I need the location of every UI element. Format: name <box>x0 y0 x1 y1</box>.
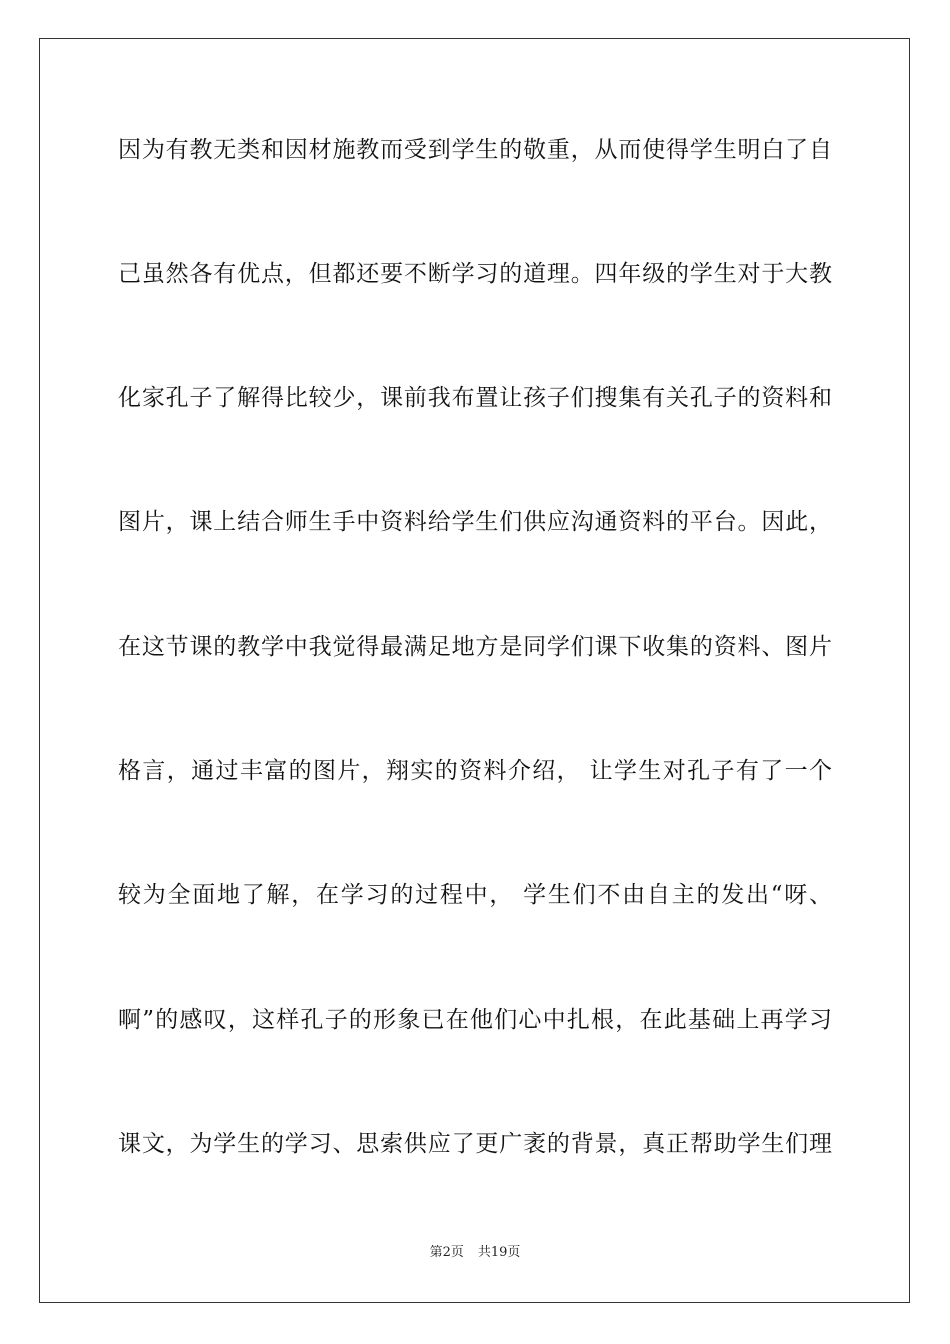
text-line-1: 因为有教无类和因材施教而受到学生的敬重，从而使得学生明白了自 <box>118 137 832 163</box>
text-line-7: 较为全面地了解，在学习的过程中， 学生们不由自主的发出“呀、 <box>118 882 832 908</box>
text-line-6: 格言，通过丰富的图片，翔实的资料介绍， 让学生对孔子有了一个 <box>118 758 832 784</box>
text-line-2: 己虽然各有优点，但都还要不断学习的道理。四年级的学生对于大教 <box>118 261 832 287</box>
text-line-4: 图片，课上结合师生手中资料给学生们供应沟通资料的平台。因此， <box>118 509 832 535</box>
text-line-8: 啊”的感叹，这样孔子的形象已在他们心中扎根，在此基础上再学习 <box>118 1007 832 1033</box>
text-line-5: 在这节课的教学中我觉得最满足地方是同学们课下收集的资料、图片 <box>118 634 832 660</box>
text-line-3: 化家孔子了解得比较少，课前我布置让孩子们搜集有关孔子的资料和 <box>118 385 832 411</box>
page-border <box>39 38 910 1303</box>
text-line-9: 课文，为学生的学习、思索供应了更广袤的背景，真正帮助学生们理 <box>118 1131 832 1157</box>
page-number: 第2页 <box>429 1245 464 1260</box>
page-total: 共19页 <box>477 1245 521 1260</box>
page-footer <box>0 1244 950 1262</box>
